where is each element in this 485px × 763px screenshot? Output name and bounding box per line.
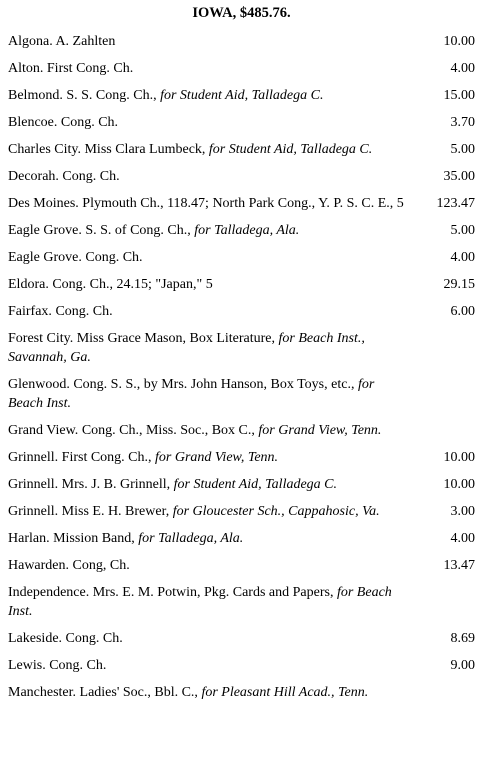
contribution-place: Harlan. xyxy=(8,531,50,546)
contribution-description xyxy=(8,167,416,194)
contribution-donor: A. Zahlten xyxy=(52,34,116,49)
contribution-place: Manchester. xyxy=(8,685,77,700)
contribution-amount: 10.00 xyxy=(443,450,475,465)
contribution-amount: 3.00 xyxy=(450,504,475,519)
contribution-row xyxy=(8,32,475,59)
contribution-description xyxy=(8,140,416,167)
contribution-donor: Cong. Ch., 24.15; "Japan," 5 xyxy=(48,277,213,292)
contributions-list xyxy=(8,32,475,710)
contribution-row xyxy=(8,502,475,529)
contribution-row xyxy=(8,248,475,275)
contribution-amount xyxy=(416,375,475,421)
contribution-place: Fairfax. xyxy=(8,304,52,319)
contribution-donor: Mrs. E. M. Potwin, Pkg. Cards and Papers, xyxy=(89,585,337,600)
contribution-description xyxy=(8,375,416,421)
contribution-place: Grinnell. xyxy=(8,477,59,492)
contribution-donor: Cong. Ch. xyxy=(81,250,143,265)
contribution-amount: 10.00 xyxy=(443,34,475,49)
contribution-place: Grinnell. xyxy=(8,450,59,465)
contribution-donor: S. S. of Cong. Ch., xyxy=(81,223,195,238)
contribution-designation: for Student Aid, Talladega C. xyxy=(160,88,324,103)
contribution-description xyxy=(8,448,416,475)
contribution-place: Glenwood. xyxy=(8,377,70,392)
contribution-donor: Plymouth Ch., 118.47; North Park Cong., Y. P. S. C. E., 5 xyxy=(78,196,404,211)
contribution-row xyxy=(8,683,475,710)
contribution-donor: Miss Grace Mason, Box Literature, xyxy=(73,331,279,346)
contribution-description xyxy=(8,329,416,375)
contribution-amount: 9.00 xyxy=(450,658,475,673)
contribution-row xyxy=(8,448,475,475)
contribution-description xyxy=(8,32,416,59)
contributions-table xyxy=(8,32,475,710)
contribution-description xyxy=(8,59,416,86)
contribution-place: Eagle Grove. xyxy=(8,223,82,238)
contribution-place: Lewis. xyxy=(8,658,46,673)
contribution-amount: 123.47 xyxy=(436,196,475,211)
state-heading: IOWA, $485.76. xyxy=(192,5,291,21)
contribution-place: Charles City. xyxy=(8,142,81,157)
contribution-designation: for Beach Inst. xyxy=(8,585,392,619)
contribution-amount xyxy=(416,329,475,375)
contribution-amount xyxy=(416,583,475,629)
contribution-description xyxy=(8,502,416,529)
contribution-donor: First Cong. Ch. xyxy=(43,61,134,76)
contribution-donor: Cong. Ch., Miss. Soc., Box C., xyxy=(78,423,259,438)
contribution-donor: Cong. Ch. xyxy=(45,658,107,673)
contribution-designation: for Beach Inst., Savannah, Ga. xyxy=(8,331,365,365)
contribution-row xyxy=(8,194,475,221)
contribution-description xyxy=(8,421,416,448)
contribution-description xyxy=(8,683,416,710)
contribution-description xyxy=(8,556,416,583)
contribution-designation: for Gloucester Sch., Cappahosic, Va. xyxy=(172,504,380,519)
contribution-donor: Cong. Ch. xyxy=(58,169,120,184)
contribution-description xyxy=(8,475,416,502)
contribution-donor: Mission Band, xyxy=(49,531,139,546)
contribution-amount: 5.00 xyxy=(450,142,475,157)
contribution-description xyxy=(8,194,416,221)
contribution-amount: 4.00 xyxy=(450,531,475,546)
contribution-donor: First Cong. Ch., xyxy=(58,450,156,465)
contribution-row xyxy=(8,140,475,167)
contribution-description xyxy=(8,302,416,329)
contribution-amount: 4.00 xyxy=(450,61,475,76)
contribution-donor: S. S. Cong. Ch., xyxy=(62,88,161,103)
contribution-row xyxy=(8,86,475,113)
contribution-amount: 4.00 xyxy=(450,250,475,265)
contribution-designation: for Beach Inst. xyxy=(8,377,375,411)
contribution-place: Des Moines. xyxy=(8,196,79,211)
contribution-place: Independence. xyxy=(8,585,90,600)
contribution-row xyxy=(8,302,475,329)
contribution-amount: 29.15 xyxy=(443,277,475,292)
contribution-donor: Cong. Ch. xyxy=(51,304,113,319)
contribution-row xyxy=(8,475,475,502)
contribution-description xyxy=(8,629,416,656)
contribution-amount: 13.47 xyxy=(443,558,475,573)
contribution-place: Hawarden. xyxy=(8,558,70,573)
contribution-description xyxy=(8,248,416,275)
contribution-row xyxy=(8,583,475,629)
contribution-description xyxy=(8,221,416,248)
contribution-amount xyxy=(416,421,475,448)
contribution-place: Eagle Grove. xyxy=(8,250,82,265)
contribution-row xyxy=(8,375,475,421)
contribution-place: Algona. xyxy=(8,34,53,49)
contribution-row xyxy=(8,59,475,86)
contribution-place: Lakeside. xyxy=(8,631,63,646)
contribution-designation: for Grand View, Tenn. xyxy=(155,450,279,465)
contribution-description xyxy=(8,529,416,556)
contribution-designation: for Grand View, Tenn. xyxy=(258,423,382,438)
contribution-donor: Miss Clara Lumbeck, xyxy=(80,142,209,157)
contribution-amount: 3.70 xyxy=(450,115,475,130)
contribution-description xyxy=(8,86,416,113)
contribution-row xyxy=(8,329,475,375)
contribution-description xyxy=(8,113,416,140)
contribution-amount: 10.00 xyxy=(443,477,475,492)
contribution-donor: Cong. S. S., by Mrs. John Hanson, Box Toys, etc., xyxy=(69,377,358,392)
contribution-row xyxy=(8,421,475,448)
contribution-designation: for Talladega, Ala. xyxy=(194,223,300,238)
contribution-place: Forest City. xyxy=(8,331,74,346)
contribution-row xyxy=(8,113,475,140)
contribution-amount xyxy=(416,683,475,710)
contribution-amount: 5.00 xyxy=(450,223,475,238)
contribution-place: Eldora. xyxy=(8,277,49,292)
contribution-place: Decorah. xyxy=(8,169,59,184)
contribution-amount: 6.00 xyxy=(450,304,475,319)
contribution-donor: Cong. Ch. xyxy=(62,631,123,646)
contribution-donor: Miss E. H. Brewer, xyxy=(58,504,173,519)
contribution-donor: Cong. Ch. xyxy=(57,115,119,130)
contribution-amount: 35.00 xyxy=(443,169,475,184)
contribution-amount: 15.00 xyxy=(443,88,475,103)
contribution-amount: 8.69 xyxy=(450,631,475,646)
contribution-designation: for Student Aid, Talladega C. xyxy=(173,477,338,492)
contribution-row xyxy=(8,167,475,194)
contribution-place: Alton. xyxy=(8,61,44,76)
contribution-row xyxy=(8,221,475,248)
contribution-donor: Mrs. J. B. Grinnell, xyxy=(58,477,174,492)
contribution-description xyxy=(8,275,416,302)
contribution-row xyxy=(8,529,475,556)
contribution-place: Grinnell. xyxy=(8,504,59,519)
contribution-row xyxy=(8,656,475,683)
contribution-designation: for Student Aid, Talladega C. xyxy=(208,142,373,157)
contribution-description xyxy=(8,656,416,683)
contribution-row xyxy=(8,556,475,583)
contribution-row xyxy=(8,275,475,302)
contribution-place: Blencoe. xyxy=(8,115,58,130)
contribution-place: Grand View. xyxy=(8,423,79,438)
contribution-description xyxy=(8,583,416,629)
contribution-place: Belmond. xyxy=(8,88,63,103)
contribution-row xyxy=(8,629,475,656)
contribution-designation: for Pleasant Hill Acad., Tenn. xyxy=(201,685,369,700)
contribution-designation: for Talladega, Ala. xyxy=(138,531,244,546)
contribution-donor: Ladies' Soc., Bbl. C., xyxy=(76,685,202,700)
contribution-donor: Cong, Ch. xyxy=(69,558,130,573)
